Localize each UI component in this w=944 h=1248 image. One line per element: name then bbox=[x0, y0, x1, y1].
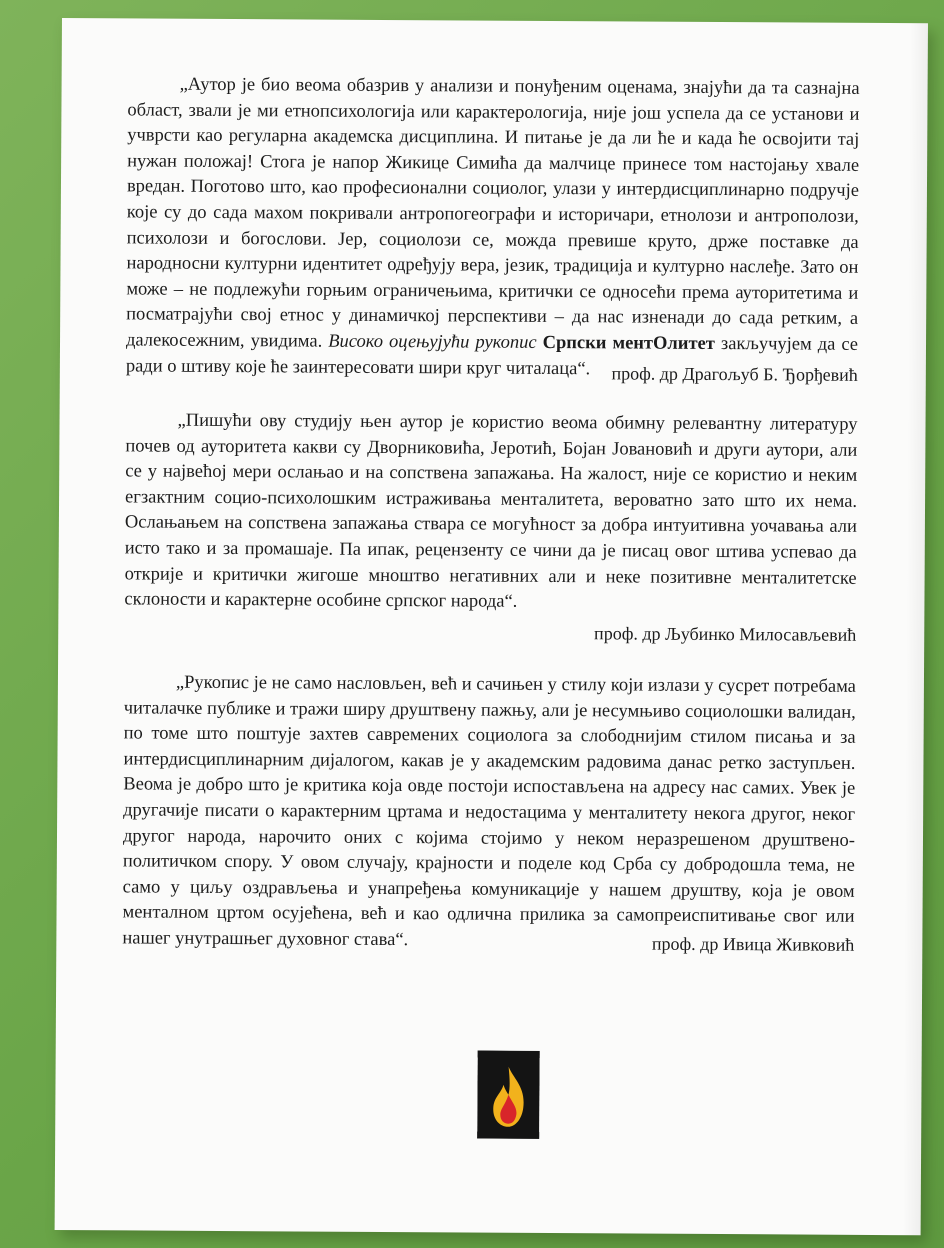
review-quote-3 bbox=[122, 670, 856, 956]
review-quote-1-paragraph bbox=[126, 72, 860, 384]
review-quote-1-italic: Високо оцењујући рукопис bbox=[328, 331, 537, 353]
cover-edge-shade bbox=[903, 23, 928, 1235]
book-title-mention: Српски ментОлитет bbox=[542, 332, 715, 354]
review-quote-1-text: „Аутор је био веома обазрив у анализи и понуђеним оценама, знајући да та сазнајна област, звали је ми етнопсихологија или карактерологија, није још успела да се установи и учврсти као регуларна академска дисциплина. И питање је да ли ће и када ће освојити тај нужан положај! Стога је напор Жикице Симића да малчице принесе том настојању хвале вредан. Поготово што, као професионални социолог, улази у интердисциплинарно подручје које су до сада махом покривали антропогеографи и историчари, етнолози и антрополози, психолози и богослови. Јер, социолози се, можда превише круто, држе поставке да народносни културни идентитет одређују вера, језик, традиција и културно наслеђе. Зато он може – не подлежући горњим ограничењима, критички се односећи према ауторитетима и посматрајући свој етнос у динамичкој перспективи – да нас изненади до сада ретким, а далекосежним, увидима. bbox=[125, 74, 860, 352]
review-signature-2: проф. др Љубинко Милосављевић bbox=[594, 623, 857, 645]
review-signature-3: проф. др Ивица Живковић bbox=[651, 933, 855, 955]
review-quote-2-text: „Пишући ову студију њен аутор је користио веома обимну релевантну литературу почев од ауторитета какви су Дворниковића, Јеротић, Бојан Јовановић и други аутори, али се у највећој мери ослањао и на сопствена запажања. На жалост, није се користио и неким егзактним социо-психолошким истраживања менталитета, вероватно зато што их нема. Ослањањем на сопствена запажања ствара се могућност за добра интуитивна уочавања али исто тако и за промашаје. Па ипак, рецензенту се чини да је писац овог штива успевао да открије и критички жигоше мноштво негативних али и неке позитивне менталитетске склоности и карактерне особине српског народа“. bbox=[124, 410, 858, 612]
book-back-cover bbox=[55, 18, 928, 1235]
review-quote-2 bbox=[124, 408, 857, 617]
publisher-flame-logo-icon bbox=[477, 1051, 540, 1139]
review-quote-1-ending: закључујем да се ради о штиву које ће заинтересовати шири круг читалаца“. bbox=[125, 333, 859, 379]
review-signature-1: проф. др Драгољуб Б. Ђорђевић bbox=[611, 363, 858, 385]
review-quote-1 bbox=[126, 72, 860, 384]
logo-top-bar bbox=[477, 1051, 540, 1058]
review-quote-3-text: „Рукопис је не само насловљен, већ и сачињен у стилу који излази у сусрет потребама читалачке публике и тражи ширу друштвену пажњу, али је несумњиво социолошки валидан, по томе што поштује захтев савремених социолога за слободнијим стилом писања и за интердисциплинарним дијалогом, какав је у академским радовима данас ретко заступљен. Веома је добро што је критика која овде постоји испостављена на адресу нас самих. Увек је другачије писати о карактерним цртама и недостацима у менталитету некога другог, неког другог народа, нарочито оних с којима стојимо у неком неразрешеном друштвено-политичком спору. У овом случају, крајности и поделе код Срба су добродошла тема, не само у циљу оздрављења и унапређења комуникације у нашем друштву, која је овом менталном цртом осујећена, већ и као одлична прилика за самопреиспитивање свог или нашег унутрашњег духовног става“. bbox=[122, 672, 856, 951]
logo-bottom-bar bbox=[477, 1132, 540, 1139]
